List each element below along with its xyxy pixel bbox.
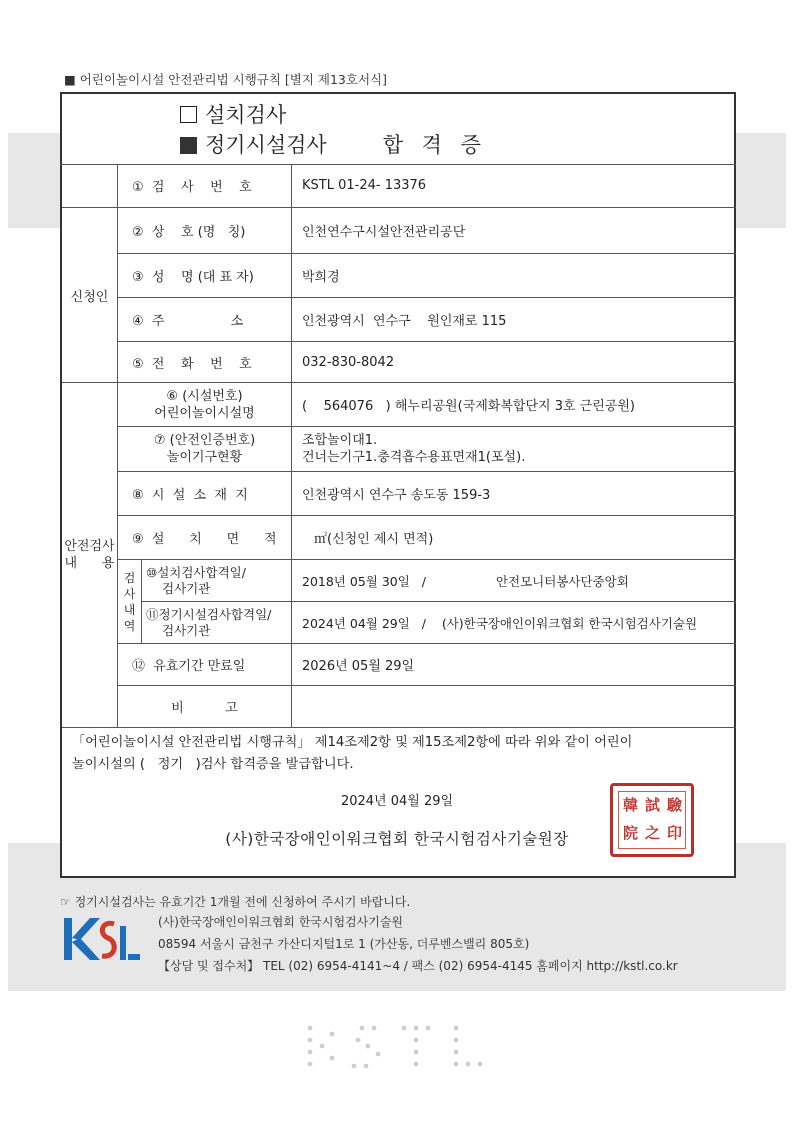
pass-certificate-word: 합 격 증 <box>382 133 487 157</box>
address-label: ④ 주 소 <box>118 298 292 342</box>
logo-bar-2 <box>120 926 126 960</box>
certificate-title <box>180 100 487 160</box>
install-pass-value <box>292 560 736 602</box>
address-value: 인천광역시 연수구 원인재로 115 <box>292 298 736 342</box>
issuer-name: (사)한국장애인이워크협회 한국시험검사기술원장 <box>225 830 569 848</box>
trade-name-value: 인천연수구시설안전관리공단 <box>292 208 736 254</box>
facility-label <box>118 383 292 427</box>
inspection-no-label: ① 검 사 번 호 <box>118 164 292 208</box>
statement-line-2: 놀이시설의 ( 정기 )검사 합격증을 발급합니다. <box>72 757 354 772</box>
facility-label-line-1: ⑥ (시설번호) <box>166 388 243 404</box>
inspection-history-group-label: 검 사 내 역 <box>118 560 142 644</box>
install-pass-org: 안전모니터봉사단중앙회 <box>495 573 629 589</box>
footer-contact: 【상담 및 접수처】 TEL (02) 6954-4141~4 / 팩스 (02) 6954-4145 홈페이지 http://kstl.co.kr <box>158 959 678 973</box>
phone-value: 032-830-8042 <box>292 342 736 383</box>
phone-label: ⑤ 전 화 번 호 <box>118 342 292 383</box>
location-value: 인천광역시 연수구 송도동 159-3 <box>292 472 736 516</box>
unchecked-box-icon <box>180 106 197 123</box>
option-periodic-inspection: 정기시설검사 합 격 증 <box>180 130 487 160</box>
law-reference-note: ■ 어린이놀이시설 안전관리법 시행규칙 [별지 제13호서식] <box>64 72 387 87</box>
applicant-group-label: 신청인 <box>62 208 118 383</box>
equipment-value-line-1: 조합놀이대1. <box>302 433 378 448</box>
option-install-inspection: 설치검사 <box>180 100 487 130</box>
periodic-pass-label-line-2: 검사기관 <box>162 622 211 638</box>
remarks-value <box>292 686 736 728</box>
inspection-row-left-cell <box>62 164 118 208</box>
equipment-label <box>118 427 292 472</box>
seal-glyph-3: 驗 <box>667 796 683 814</box>
expiry-value: 2026년 05월 29일 <box>292 644 736 686</box>
install-pass-label-line-2: 검사기관 <box>162 580 211 596</box>
periodic-pass-label-line-1: ⑪정기시설검사합격일/ <box>146 606 272 622</box>
footer-address: 08594 서울시 금천구 가산디지털1로 1 (가산동, 더루벤스밸리 805호) <box>158 937 530 951</box>
seal-glyph-2: 試 <box>645 796 661 814</box>
facility-value: ( 564076 ) 해누리공원(국제화복합단지 3호 근린공원) <box>292 383 736 427</box>
issue-date: 2024년 04월 29일 <box>340 794 454 809</box>
validity-notice: ☞ 정기시설검사는 유효기간 1개월 전에 신청하여 주시기 바랍니다. <box>60 895 411 909</box>
official-seal-stamp <box>610 783 694 857</box>
representative-label: ③ 성 명 (대 표 자) <box>118 254 292 298</box>
periodic-pass-value: 2024년 04월 29일 / (사)한국장애인이워크협회 한국시험검사기술원 <box>292 602 736 644</box>
location-label: ⑧ 시 설 소 재 지 <box>118 472 292 516</box>
statement-line-1: 「어린이놀이시설 안전관리법 시행규칙」 제14조제2항 및 제15조제2항에 따라 위와 같이 어린이 <box>72 735 633 750</box>
seal-glyph-6: 印 <box>667 824 683 842</box>
equipment-label-line-2: 놀이기구현황 <box>166 450 243 465</box>
area-label: ⑨ 설 치 면 적 <box>118 516 292 560</box>
remarks-label: 비 고 <box>118 686 292 728</box>
install-pass-label <box>142 560 292 602</box>
trade-name-label: ② 상 호 (명 칭) <box>118 208 292 254</box>
dot-pattern <box>308 1026 483 1069</box>
expiry-label: ⑫ 유효기간 만료일 <box>118 644 292 686</box>
equipment-value-line-2: 건너는기구1.충격흡수용표면재1(포설). <box>302 450 526 465</box>
equipment-label-line-1: ⑦ (안전인증번호) <box>153 433 256 448</box>
logo-chevron-upper <box>72 918 100 940</box>
facility-label-line-2: 어린이놀이시설명 <box>154 405 255 421</box>
kstl-logo-icon <box>62 912 142 966</box>
kstl-dot-watermark-icon <box>300 1022 500 1076</box>
footer-org: (사)한국장애인이워크협회 한국시험검사기술원 <box>158 915 404 929</box>
logo-s-curve <box>102 923 114 956</box>
issuance-statement <box>72 732 722 776</box>
install-pass-label-line-1: ⑩설치검사합격일/ <box>146 564 246 580</box>
logo-bar-1 <box>64 918 72 960</box>
equipment-value <box>292 427 736 472</box>
periodic-pass-label <box>142 602 292 644</box>
logo-bar-3 <box>128 954 140 960</box>
seal-glyph-5: 之 <box>645 824 661 842</box>
inspection-no-value: KSTL 01-24- 13376 <box>292 164 736 208</box>
logo-chevron-lower <box>72 938 100 960</box>
safety-inspection-group-label: 안전검사 내 용 <box>62 383 118 728</box>
install-pass-date: 2018년 05월 30일 / <box>302 573 426 589</box>
seal-glyph-1: 韓 <box>623 796 639 814</box>
area-value: ㎡(신청인 제시 면적) <box>292 516 736 560</box>
representative-value: 박희경 <box>292 254 736 298</box>
seal-glyph-4: 院 <box>623 824 639 842</box>
checked-box-icon <box>180 137 197 154</box>
